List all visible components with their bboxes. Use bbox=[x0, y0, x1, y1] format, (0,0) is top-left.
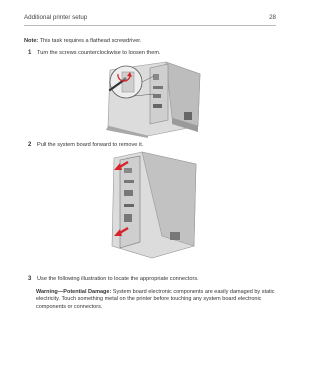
note-text: This task requires a flathead screwdriver. bbox=[38, 38, 142, 44]
warning-paragraph bbox=[36, 289, 276, 311]
warning-text: System board electronic components are easily damaged by static electricity. Touch something metal on the printer before touching any system board electronic components or connectors. bbox=[36, 289, 275, 310]
step-number: 1 bbox=[28, 50, 32, 56]
step-1 bbox=[28, 50, 161, 56]
step-number: 3 bbox=[28, 276, 32, 282]
step-3 bbox=[28, 276, 199, 282]
header-title: Additional printer setup bbox=[24, 14, 88, 21]
note-label: Note: bbox=[24, 38, 39, 44]
step-text: Turn the screws counterclockwise to loosen them. bbox=[37, 50, 161, 56]
figure-loosen-screws bbox=[88, 60, 218, 138]
header-divider bbox=[24, 25, 276, 26]
step-2 bbox=[28, 142, 143, 148]
page-number: 28 bbox=[269, 14, 276, 21]
note-paragraph bbox=[24, 38, 141, 44]
step-text: Use the following illustration to locate the appropriate connectors. bbox=[37, 276, 199, 282]
warning-label: Warning—Potential Damage: bbox=[36, 289, 112, 295]
figure-remove-board bbox=[100, 150, 210, 260]
step-number: 2 bbox=[28, 142, 32, 148]
step-text: Pull the system board forward to remove it. bbox=[37, 142, 144, 148]
